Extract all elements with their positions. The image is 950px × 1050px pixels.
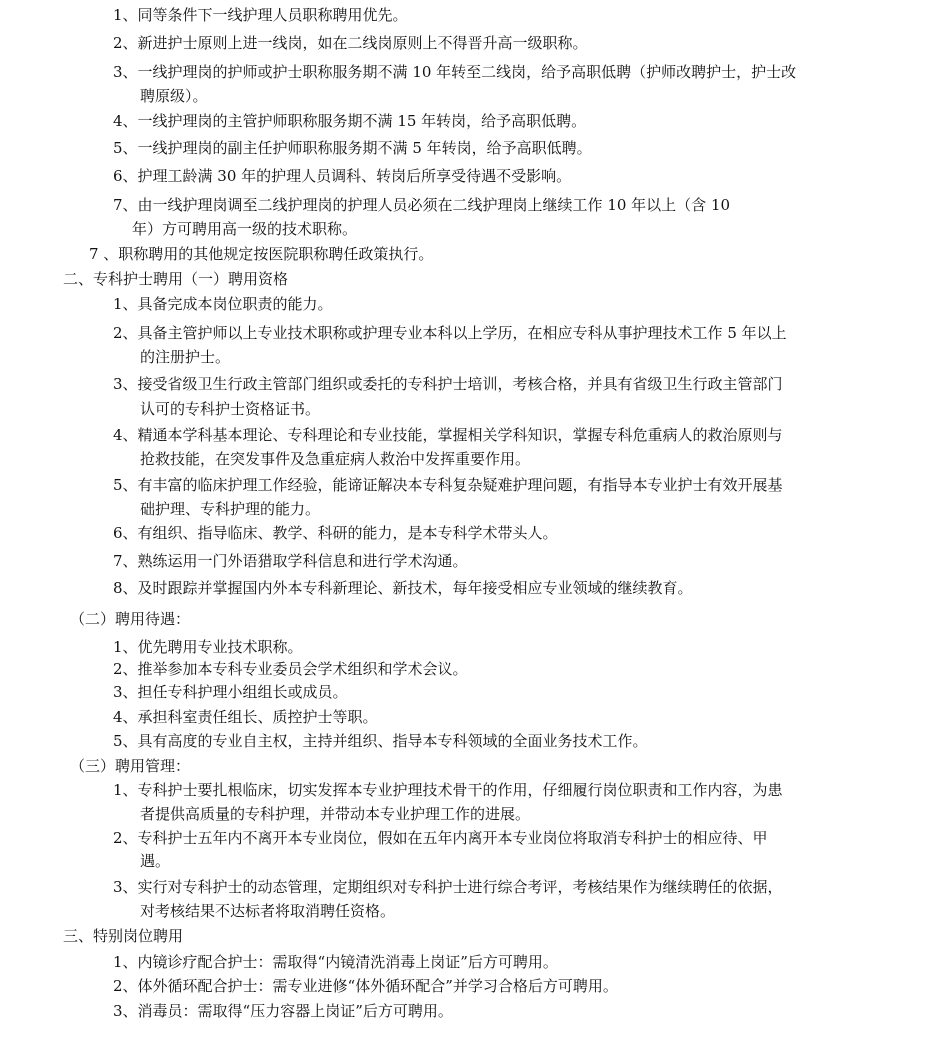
- text-line: 7 、职称聘用的其他规定按医院职称聘任政策执行。: [89, 245, 434, 263]
- text-line: 4、精通本学科基本理论、专科理论和专业技能，掌握相关学科知识，掌握专科危重病人的救治原则与: [113, 426, 783, 444]
- text-line: 2、推举参加本专科专业委员会学术组织和学术会议。: [113, 660, 468, 678]
- text-line: 2、新进护士原则上进一线岗，如在二线岗原则上不得晋升高一级职称。: [113, 34, 588, 52]
- text-line: 3、消毒员：需取得“压力容器上岗证”后方可聘用。: [113, 1002, 453, 1020]
- text-line: 5、有丰富的临床护理工作经验，能谛证解决本专科复杂疑难护理问题，有指导本专业护士有效开展基: [113, 476, 783, 494]
- text-line: 3、接受省级卫生行政主管部门组织或委托的专科护士培训，考核合格，并具有省级卫生行政主管部门: [113, 375, 783, 393]
- section-heading: （二）聘用待遇：: [70, 610, 191, 628]
- text-line: 1、专科护士要扎根临床，切实发挥本专业护理技术骨干的作用，仔细履行岗位职责和工作内容，为患: [113, 781, 783, 799]
- text-line: 1、同等条件下一线护理人员职称聘用优先。: [113, 6, 408, 24]
- section-heading: 二、专科护士聘用（一）聘用资格: [63, 270, 289, 288]
- text-line: 4、承担科室责任组长、质控护士等职。: [113, 708, 378, 726]
- text-line: 1、内镜诊疗配合护士：需取得“内镜清洗消毒上岗证”后方可聘用。: [113, 953, 558, 971]
- text-line: 4、一线护理岗的主管护师职称服务期不满 15 年转岗，给予高职低聘。: [113, 112, 587, 130]
- text-line: 年）方可聘用高一级的技术职称。: [132, 220, 358, 238]
- text-line: 2、体外循环配合护士：需专业进修“体外循环配合”并学习合格后方可聘用。: [113, 977, 618, 995]
- text-line: 3、担任专科护理小组组长或成员。: [113, 683, 348, 701]
- text-line: 者提供高质量的专科护理，并带动本专业护理工作的进展。: [140, 805, 531, 823]
- text-line: 的注册护士。: [140, 348, 231, 366]
- text-line: 7、熟练运用一门外语猎取学科信息和进行学术沟通。: [113, 552, 468, 570]
- text-line: 3、一线护理岗的护师或护士职称服务期不满 10 年转至二线岗，给予高职低聘（护师改聘护士，护士改: [113, 63, 797, 81]
- text-line: 8、及时跟踪并掌握国内外本专科新理论、新技术，每年接受相应专业领域的继续教育。: [113, 579, 693, 597]
- text-line: 1、优先聘用专业技术职称。: [113, 638, 303, 656]
- text-line: 遇。: [140, 852, 171, 870]
- text-line: 1、具备完成本岗位职责的能力。: [113, 295, 333, 313]
- text-line: 2、具备主管护师以上专业技术职称或护理专业本科以上学历，在相应专科从事护理技术工作 5 年以上: [113, 324, 787, 342]
- text-line: 础护理、专科护理的能力。: [140, 500, 321, 518]
- text-line: 认可的专科护士资格证书。: [140, 400, 321, 418]
- text-line: 抢救技能，在突发事件及急重症病人救治中发挥重要作用。: [140, 450, 531, 468]
- text-line: 对考核结果不达标者将取消聘任资格。: [140, 902, 396, 920]
- text-line: 7、由一线护理岗调至二线护理岗的护理人员必须在二线护理岗上继续工作 10 年以上（含 10: [113, 196, 731, 214]
- text-line: 6、有组织、指导临床、教学、科研的能力，是本专科学术带头人。: [113, 524, 558, 542]
- text-line: 5、具有高度的专业自主权，主持并组织、指导本专科领域的全面业务技术工作。: [113, 732, 648, 750]
- text-line: 5、一线护理岗的副主任护师职称服务期不满 5 年转岗，给予高职低聘。: [113, 139, 592, 157]
- section-heading: 三、特别岗位聘用: [63, 927, 184, 945]
- text-line: 2、专科护士五年内不离开本专业岗位，假如在五年内离开本专业岗位将取消专科护士的相应待、甲: [113, 829, 768, 847]
- section-heading: （三）聘用管理：: [70, 757, 191, 775]
- text-line: 3、实行对专科护士的动态管理，定期组织对专科护士进行综合考评，考核结果作为继续聘任的依据，: [113, 878, 783, 896]
- text-line: 聘原级）。: [140, 87, 208, 105]
- text-line: 6、护理工龄满 30 年的护理人员调科、转岗后所享受待遇不受影响。: [113, 167, 572, 185]
